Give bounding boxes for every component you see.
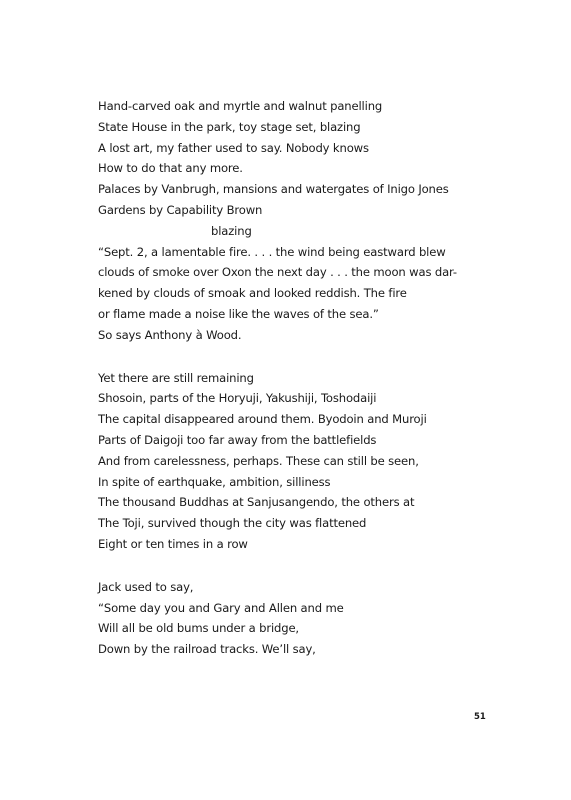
poem-line: “Some day you and Gary and Allen and me [98, 600, 344, 615]
poem-line: Yet there are still remaining [98, 370, 254, 385]
poem-line: And from carelessness, perhaps. These can still be seen, [98, 453, 419, 468]
poem-line: Eight or ten times in a row [98, 536, 248, 551]
poem-line: clouds of smoke over Oxon the next day . . . the moon was dar- [98, 265, 457, 280]
poem-line: or flame made a noise like the waves of the sea.” [98, 306, 379, 321]
poem-line: Parts of Daigoji too far away from the battlefields [98, 432, 377, 447]
poem-line: kened by clouds of smoak and looked reddish. The fire [98, 286, 407, 301]
poem-body [98, 96, 538, 682]
poem-line: Palaces by Vanbrugh, mansions and watergates of Inigo Jones [98, 182, 449, 197]
poem-line: So says Anthony à Wood. [98, 327, 242, 342]
poem-line: A lost art, my father used to say. Nobody knows [98, 140, 369, 155]
stanza [98, 96, 538, 346]
poem-line: The thousand Buddhas at Sanjusangendo, the others at [98, 495, 415, 510]
poem-line: State House in the park, toy stage set, blazing [98, 119, 361, 134]
poem-line: The capital disappeared around them. Byodoin and Muroji [98, 412, 427, 427]
poem-line: Hand-carved oak and myrtle and walnut panelling [98, 99, 383, 113]
poem-line: How to do that any more. [98, 161, 243, 176]
poem-line: Shosoin, parts of the Horyuji, Yakushiji, Toshodaiji [98, 391, 377, 406]
poem-line: In spite of earthquake, ambition, silliness [98, 474, 331, 489]
stanza [98, 577, 538, 660]
page-number: 51 [474, 712, 486, 722]
poem-line: Gardens by Capability Brown [98, 202, 263, 217]
poem-line: blazing [211, 223, 252, 238]
poem-line: The Toji, survived though the city was flattened [98, 516, 367, 531]
stanza [98, 368, 538, 555]
poem-line: Will all be old bums under a bridge, [98, 621, 299, 636]
poem-line: “Sept. 2, a lamentable fire. . . . the wind being eastward blew [98, 244, 446, 259]
poem-line: Jack used to say, [98, 579, 194, 594]
poem-line: Down by the railroad tracks. We’ll say, [98, 642, 316, 657]
